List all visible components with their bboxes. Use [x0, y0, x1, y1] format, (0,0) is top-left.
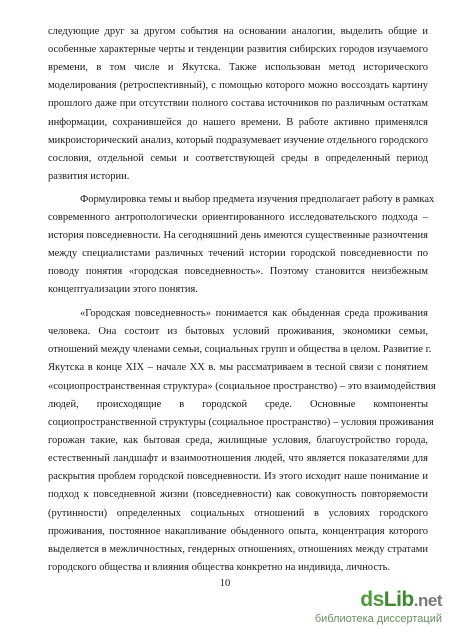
text-line: особенные характерные черты и тенденции развития сибирских городов изучаемого [48, 44, 428, 55]
text-line: информации, сохранившейся до нашего времени. В работе активно применялся [48, 117, 428, 128]
text-line: городского общества и влияния общества конкретно на индивида, личность. [48, 562, 390, 573]
text-line: горожан такие, как бытовая среда, жилищные условия, благоустройство города, [48, 435, 428, 446]
text-line: подход к повседневной жизни (повседневности) как совокупность повторяемости [48, 489, 428, 500]
text-line: сословия, отдельной семьи и соответствующей среды в определенный период [48, 153, 428, 164]
logo-net: .net [413, 591, 442, 610]
text-line: людей, происходящие в городской среде. Основные компоненты [48, 399, 428, 410]
text-line: проживания, постоянное накапливание обыденного опыта, концентрация которого [48, 526, 428, 537]
text-line: человека. Она состоит из бытовых условий проживания, экономики семьи, [48, 326, 428, 337]
dslib-watermark [314, 588, 442, 630]
text-line: естественный ландшафт и взаимоотношения людей, что является показателями для [48, 453, 428, 464]
text-line: «социопространственная структура» (социальное пространство) – это взаимодействия [48, 381, 436, 392]
text-line: отношений между членами семьи, социальных групп и общества в целом. Развитие г. [48, 344, 432, 355]
text-line: времени, в том числе и Якутска. Также использован метод исторического [48, 62, 428, 73]
text-line: Якутска в конце XIX – начале XX в. мы рассматриваем в тесной связи с понятием [48, 362, 428, 373]
dslib-logo [360, 588, 442, 612]
text-line: раскрытия проблем городской повседневности. Из этого исходит наше понимание и [48, 471, 428, 482]
logo-ds: ds [360, 588, 384, 611]
page-number: 10 [219, 578, 231, 589]
text-line: выделяется в межличностных, гендерных отношениях, отношениях между стратами [48, 544, 428, 555]
text-line: современного антропологически ориентированного исследовательского подхода – [48, 212, 428, 223]
text-line: прошлого даже при отсутствии полного состава источников по различным остаткам [48, 98, 428, 109]
logo-lib: Lib [383, 588, 414, 611]
text-line: моделирования (ретроспективный), с помощью которого можно воссоздать картину [48, 80, 428, 91]
text-line: социопространственной структуры (социальное пространство) – условия проживания [48, 417, 434, 428]
text-line: между специалистами различных течений истории городской повседневности по [48, 248, 428, 259]
text-line: микроисторический анализ, который подразумевает изучение отдельного городского [48, 135, 428, 146]
text-line: развития истории. [48, 171, 130, 182]
text-line: поводу понятия «городская повседневность». Поэтому становится неизбежным [48, 266, 428, 277]
text-line: «Городская повседневность» понимается как обыденная среда проживания [80, 308, 428, 319]
text-line: концептуализации этого понятия. [48, 284, 198, 295]
text-line: следующие друг за другом события на основании аналогии, выделить общие и [48, 26, 428, 37]
text-line: (рутинности) определенных социальных отношений в условиях городского [48, 508, 428, 519]
text-line: Формулировка темы и выбор предмета изучения предполагает работу в рамках [80, 194, 435, 205]
text-line: история повседневности. На сегодняшний день имеются существенные разночтения [48, 230, 428, 241]
watermark-subtitle: библиотека диссертаций [314, 613, 442, 625]
